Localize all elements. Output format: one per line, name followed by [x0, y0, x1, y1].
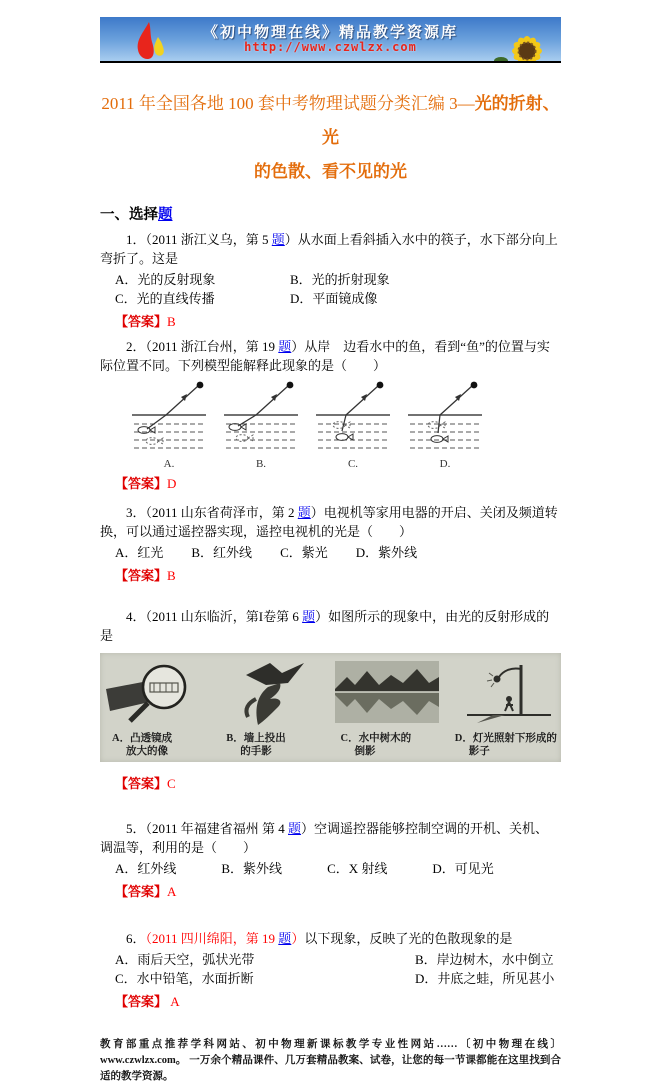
photo-D-lamp-shadow — [447, 659, 557, 758]
question-5 — [100, 819, 561, 901]
photo-caption: 影子 — [468, 746, 490, 757]
document-title-line2: 的色散、看不见的光 — [254, 162, 407, 181]
question-3-options — [115, 543, 561, 562]
fish-model-D — [404, 379, 486, 470]
option: D．紫外线 — [355, 545, 418, 560]
photo-B-hand-shadow — [218, 659, 328, 758]
question-1-answer: 【答案】B — [115, 314, 176, 329]
hand-shadow-photo-sketch — [218, 659, 326, 727]
photo-caption: 放大的像 — [126, 746, 168, 757]
option: D．可见光 — [432, 861, 494, 876]
question-2 — [100, 337, 561, 493]
question-1-source-link[interactable]: 题 — [271, 232, 285, 247]
option: D．平面镜成像 — [290, 291, 378, 306]
photo-A-magnifier — [104, 659, 214, 758]
question-4 — [100, 607, 561, 793]
figure-label: D. — [439, 458, 451, 470]
figure-label: B. — [255, 458, 267, 470]
option: C．X 射线 — [327, 861, 388, 876]
question-3-answer: 【答案】B — [115, 568, 176, 583]
question-5-options — [115, 859, 561, 878]
document-title — [100, 87, 561, 189]
option: B．光的折射现象 — [290, 272, 390, 287]
document-title-line1: 2011 年全国各地 100 套中考物理试题分类汇编 3—光的折射、光 — [101, 94, 560, 147]
magnifier-photo-sketch — [104, 659, 212, 727]
fish-model-B — [220, 379, 302, 470]
question-5-stem: 5．（2011 年福建省福州 第 4 题）空调遥控器能够控制空调的开机、关机、调温等，利用的是（ ） — [100, 821, 549, 855]
question-4-photo — [100, 653, 561, 762]
site-url-link[interactable]: http://www.czwlzx.com — [244, 40, 417, 54]
option: C．水中铅笔，水面折断 — [115, 971, 254, 986]
photo-caption: 倒影 — [354, 746, 376, 757]
fish-model-C — [312, 379, 394, 470]
question-6-source-link[interactable]: 题 — [278, 931, 292, 946]
question-5-source-link[interactable]: 题 — [288, 821, 302, 836]
site-banner — [100, 17, 561, 63]
photo-caption: D．灯光照射下形成的 — [454, 733, 557, 744]
option: C．光的直线传播 — [115, 291, 215, 306]
question-6-options — [115, 950, 561, 988]
section-heading-link[interactable]: 题 — [158, 207, 173, 223]
option: B．紫外线 — [221, 861, 283, 876]
option: B．红外线 — [191, 545, 253, 560]
question-6 — [100, 929, 561, 1011]
question-2-figure — [128, 379, 561, 470]
option: A．红外线 — [115, 861, 177, 876]
question-6-answer: 【答案】 A — [115, 994, 180, 1009]
question-4-stem: 4．（2011 山东临沂，第I卷第 6 题）如图所示的现象中，由光的反射形成的是 — [100, 609, 550, 643]
option: B．岸边树木，水中倒立 — [415, 952, 554, 967]
option: A．光的反射现象 — [115, 272, 216, 287]
photo-C-water-reflection — [333, 659, 443, 758]
question-3 — [100, 503, 561, 585]
photo-caption: 的手影 — [240, 746, 272, 757]
question-5-answer: 【答案】A — [115, 884, 177, 899]
question-1-options — [115, 270, 561, 308]
fish-model-diagram — [220, 379, 302, 453]
option: D．井底之蛙，所见甚小 — [415, 971, 555, 986]
question-2-answer: 【答案】D — [115, 476, 177, 491]
fish-model-A — [128, 379, 210, 470]
question-2-source-link[interactable]: 题 — [278, 339, 292, 354]
option: A．红光 — [115, 545, 164, 560]
question-1-stem: 1．（2011 浙江义乌，第 5 题）从水面上看斜插入水中的筷子，水下部分向上弯折了。这是 — [100, 232, 558, 266]
option: A．雨后天空，弧状光带 — [115, 952, 255, 967]
question-6-stem: 6．（2011 四川绵阳，第 19 题）以下现象，反映了光的色散现象的是 — [126, 931, 513, 946]
figure-label: A. — [163, 458, 175, 470]
question-1 — [100, 230, 561, 331]
sunflower-icon — [483, 25, 555, 63]
reflection-photo-sketch — [333, 659, 441, 727]
photo-caption: A．凸透镜成 — [112, 733, 173, 744]
fish-model-diagram — [312, 379, 394, 453]
photo-caption: B．墙上投出 — [226, 733, 286, 744]
option: C．紫光 — [280, 545, 328, 560]
section-heading: 一、选择题 — [100, 207, 173, 223]
question-3-stem: 3．（2011 山东省荷泽市，第 2 题）电视机等家用电器的开启、关闭及频道转换，可以通过遥控器实现，遥控电视机的光是（ ） — [100, 505, 558, 539]
page — [100, 17, 561, 1085]
fish-model-diagram — [404, 379, 486, 453]
question-4-answer: 【答案】C — [115, 776, 176, 791]
lamp-shadow-photo-sketch — [447, 659, 555, 727]
footer-promo-text: 教育部重点推荐学科网站、初中物理新课标教学专业性网站……〔初中物理在线〕www.czwlzx.com。 一万余个精品课件、几万套精品教案、试卷，让您的每一节课都能在这里找到合适的教学资源。 — [100, 1039, 561, 1082]
question-4-source-link[interactable]: 题 — [302, 609, 316, 624]
site-title: 《初中物理在线》精品教学资源库 — [202, 24, 458, 41]
figure-label: C. — [347, 458, 359, 470]
question-2-stem: 2．（2011 浙江台州，第 19 题）从岸 边看水中的鱼，看到“鱼”的位置与实际位置不同。下列模型能解释此现象的是（ ） — [100, 339, 550, 373]
fish-model-diagram — [128, 379, 210, 453]
photo-caption: C．水中树木的 — [340, 733, 412, 744]
question-3-source-link[interactable]: 题 — [297, 505, 311, 520]
